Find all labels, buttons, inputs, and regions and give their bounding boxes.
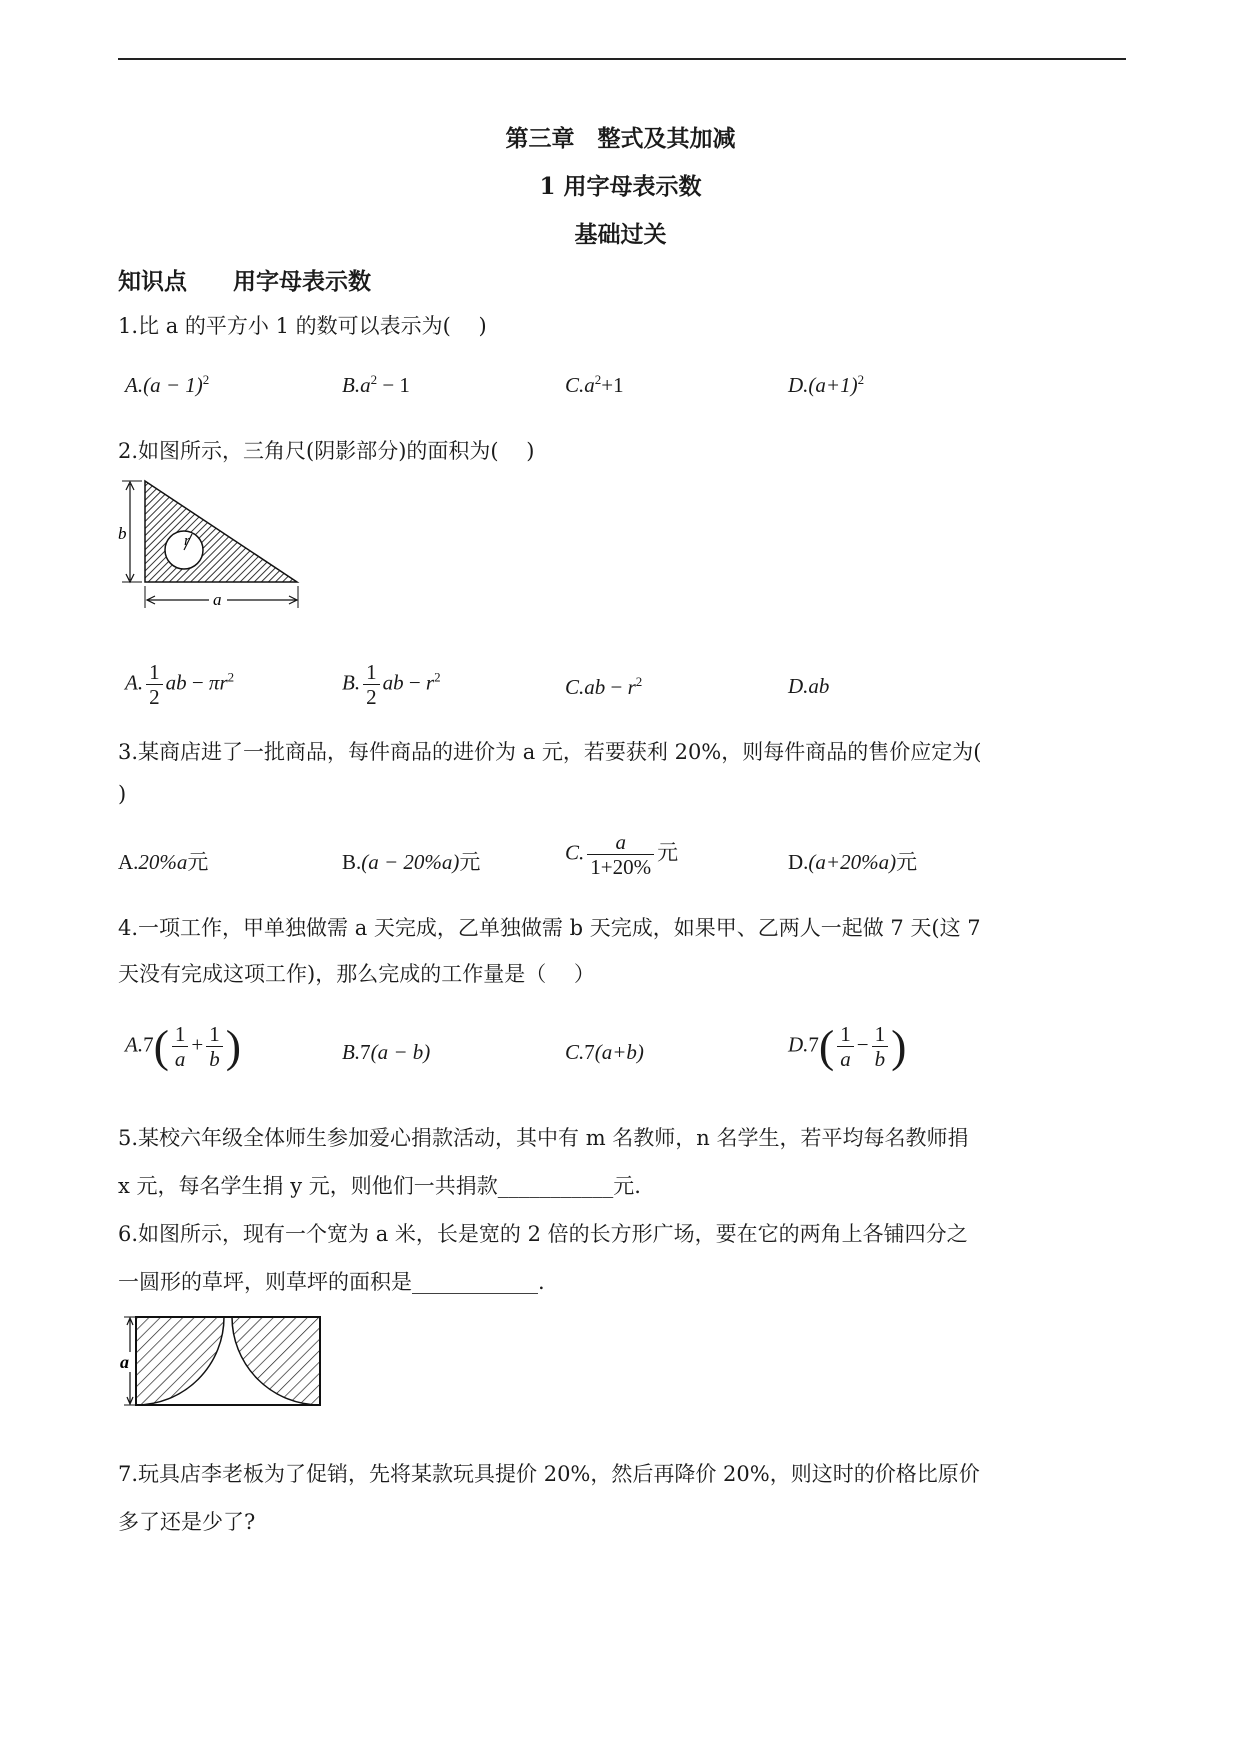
q4-option-c[interactable]: C.7(a+b) [565,1040,644,1064]
level-title: 基础过关 [574,221,667,248]
q3-option-d[interactable]: D.(a+20%a)元 [788,850,918,874]
question-5-stem-line2: x 元，每名学生捐 y 元，则他们一共捐款___________元. [118,1174,641,1198]
question-7-stem-line1: 7.玩具店李老板为了促销，先将某款玩具提价 20%，然后再降价 20%，则这时的价格比原价 [118,1462,980,1486]
q4-option-d[interactable]: D.7( $\frac{1}{a}$ − $\frac{1}{b}$ ) [788,1020,907,1072]
q2-option-c[interactable]: $C.ab - r^2$ [565,674,643,699]
question-7-stem-line2: 多了还是少了? [118,1510,256,1534]
label-b: b [118,524,127,543]
q1-option-d[interactable]: $D.(a+1)^2$ [788,372,865,397]
q1-option-a[interactable]: $A.(a - 1)^2$ [125,372,210,397]
knowledge-point-heading: 知识点 用字母表示数 [118,268,371,295]
question-1-stem: 1.比 a 的平方小 1 的数可以表示为( ) [118,314,487,338]
question-2-stem: 2.如图所示，三角尺(阴影部分)的面积为( ) [118,439,535,463]
label-r: r [184,533,190,549]
question-4-stem-line1: 4.一项工作，甲单独做需 a 天完成，乙单独做需 b 天完成，如果甲、乙两人一起做 7 天(这 7 [118,916,981,940]
section-title: 1 用字母表示数 [539,173,702,200]
triangle-ruler-figure [112,476,312,612]
label-a: a [120,1352,129,1372]
q3-option-b[interactable]: B.(a − 20%a)元 [342,850,481,874]
q4-option-a[interactable]: A.7( $\frac{1}{a}$ + $\frac{1}{b}$ ) [125,1020,242,1072]
question-6-stem-line1: 6.如图所示，现有一个宽为 a 米，长是宽的 2 倍的长方形广场，要在它的两角上各铺四分之 [118,1222,968,1246]
question-3-stem-line2: ) [118,782,127,806]
q1-option-b[interactable]: $B.a^2 - 1$ [342,372,410,397]
question-3-stem-line1: 3.某商店进了一批商品，每件商品的进价为 a 元，若要获利 20%，则每件商品的售价应定为( [118,740,982,764]
q2-option-a[interactable]: A. $\frac{1}{2}$ ab − $\pi r^2$ [125,660,235,710]
chapter-title: 第三章 整式及其加减 [505,125,736,152]
question-5-stem-line1: 5.某校六年级全体师生参加爱心捐款活动，其中有 m 名教师，n 名学生，若平均每名教师捐 [118,1126,969,1150]
q3-option-c[interactable]: C. $\frac{a}{1+20\%}$ 元 [565,830,679,880]
q2-option-b[interactable]: B. $\frac{1}{2}$ ab − $r^2$ [342,660,441,710]
question-6-stem-line2: 一圆形的草坪，则草坪的面积是____________. [118,1270,545,1294]
q2-option-d[interactable]: D.ab [788,674,830,698]
square-lawn-figure [118,1314,328,1410]
label-a: a [213,590,222,609]
q3-option-a[interactable]: A.20%a元 [118,850,209,874]
header-rule [118,58,1126,60]
q4-option-b[interactable]: B.7(a − b) [342,1040,431,1064]
question-4-stem-line2: 天没有完成这项工作)，那么完成的工作量是（ ） [118,962,595,986]
q1-option-c[interactable]: $C.a^2+1$ [565,372,624,397]
